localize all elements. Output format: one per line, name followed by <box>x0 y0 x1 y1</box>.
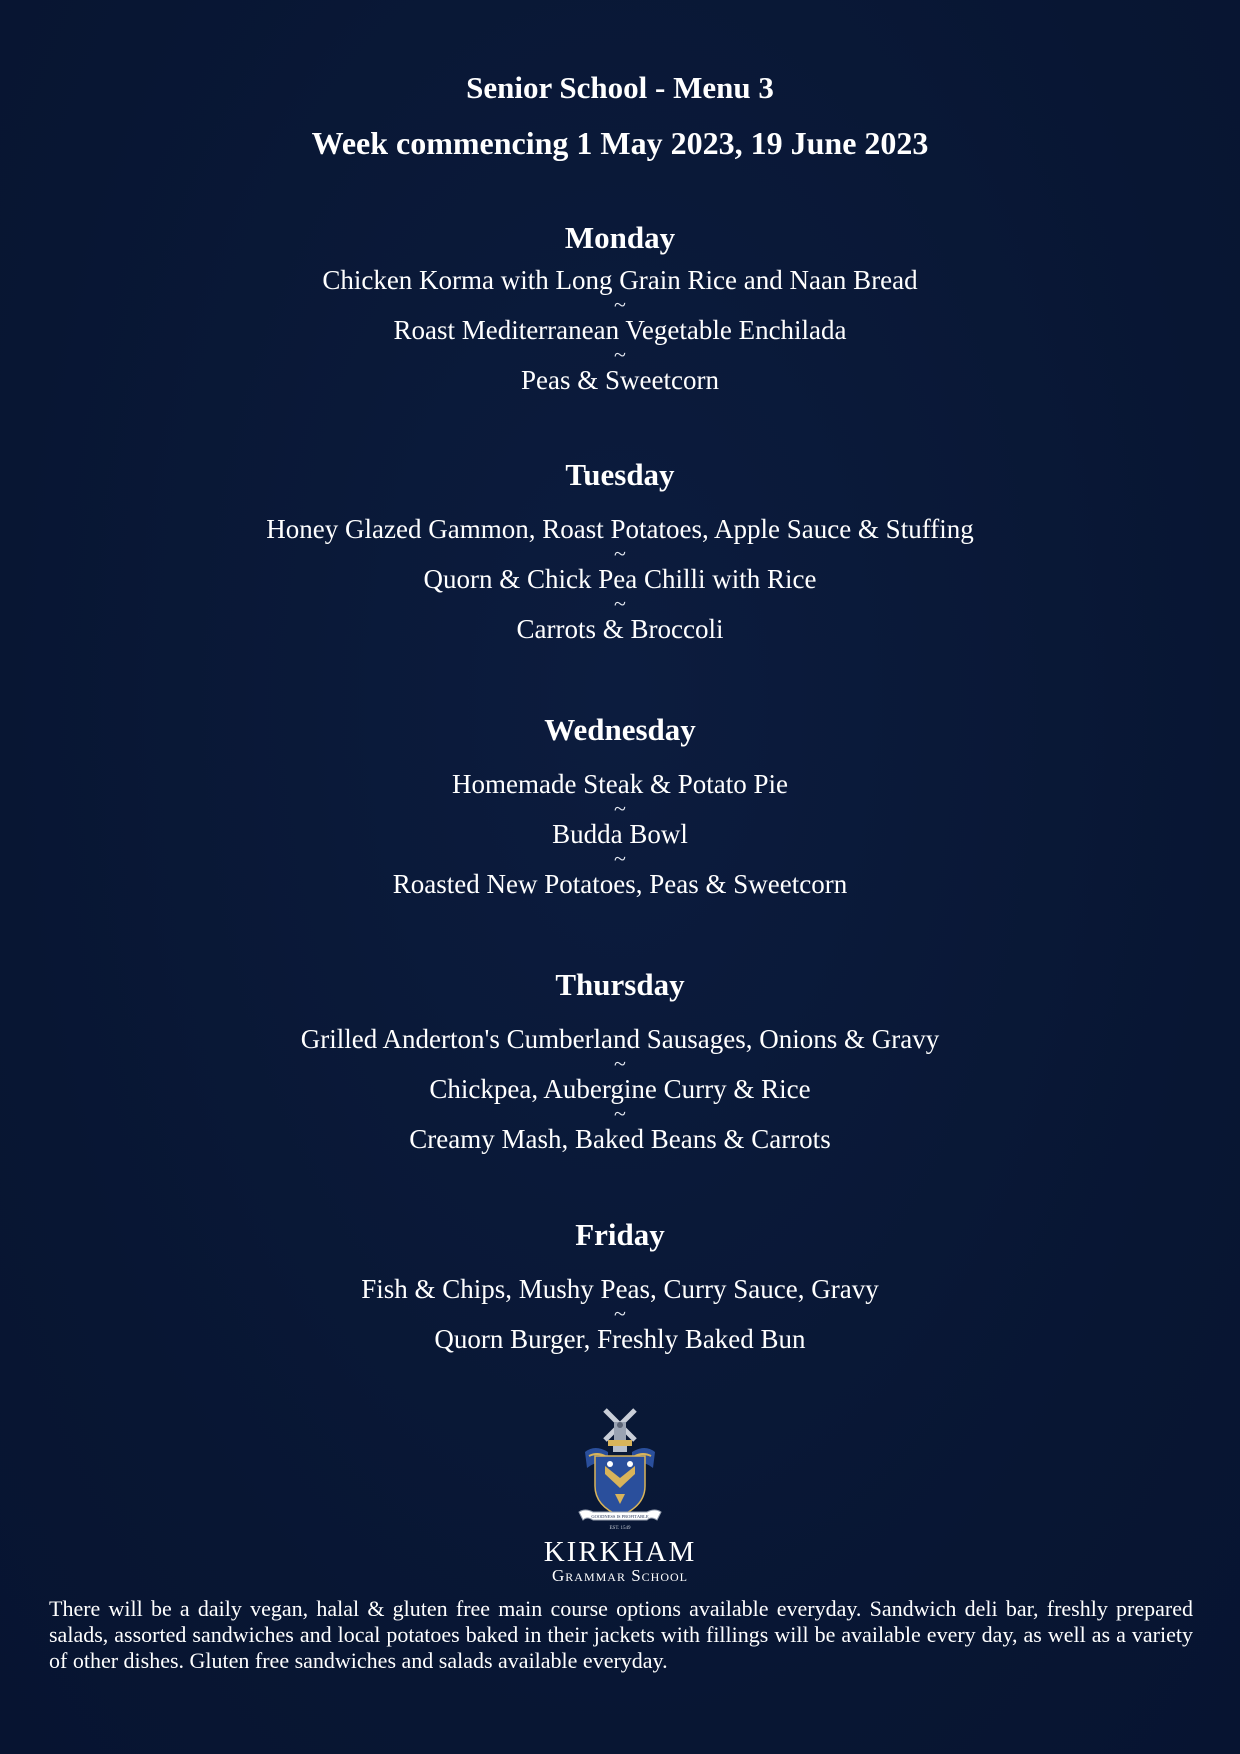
dish-item: Quorn & Chick Pea Chilli with Rice <box>423 564 817 594</box>
dish-separator: ~ <box>614 1301 626 1326</box>
dish-item: Budda Bowl <box>552 819 688 849</box>
dish-item: Roast Mediterranean Vegetable Enchilada <box>393 315 847 345</box>
dish-item: Roasted New Potatoes, Peas & Sweetcorn <box>392 869 848 899</box>
dish-item: Quorn Burger, Freshly Baked Bun <box>434 1324 806 1354</box>
dish-separator: ~ <box>614 292 626 317</box>
day-heading: Thursday <box>555 967 685 1002</box>
dish-item: Carrots & Broccoli <box>516 614 724 644</box>
windmill-icon <box>605 1410 635 1442</box>
day-heading: Monday <box>564 220 676 255</box>
svg-text:EST. 1549: EST. 1549 <box>609 1526 631 1531</box>
dish-item: Homemade Steak & Potato Pie <box>452 769 788 799</box>
dish-item: Grilled Anderton's Cumberland Sausages, Onions & Gravy <box>300 1024 940 1054</box>
day-heading: Tuesday <box>565 457 675 492</box>
dish-item: Chicken Korma with Long Grain Rice and Naan Bread <box>322 265 918 295</box>
svg-text:GOODNESS IS PROFITABLE: GOODNESS IS PROFITABLE <box>591 1514 649 1519</box>
footer-note: There will be a daily vegan, halal & gluten free main course options available everyday. Sandwich deli bar, freshly prepared salads, assorted sandwiches and local potatoes baked in their jackets with fillings will be available every day, as well as a variety of other dishes. Gluten free sandwiches and salads available everyday. <box>49 1596 1193 1673</box>
school-crest-icon <box>575 1408 665 1533</box>
day-heading: Wednesday <box>544 712 696 747</box>
dish-item: Peas & Sweetcorn <box>521 365 719 395</box>
dish-separator: ~ <box>614 1051 626 1076</box>
day-section-wednesday <box>0 710 1240 965</box>
dish-item: Honey Glazed Gammon, Roast Potatoes, Apple Sauce & Stuffing <box>266 514 974 544</box>
school-name: KIRKHAM <box>543 1536 697 1568</box>
dish-separator: ~ <box>614 796 626 821</box>
dish-separator: ~ <box>614 591 626 616</box>
day-heading: Friday <box>575 1217 665 1252</box>
school-subtitle: Grammar School <box>552 1566 688 1585</box>
dish-separator: ~ <box>614 846 626 871</box>
dish-separator: ~ <box>614 541 626 566</box>
day-section-friday <box>0 1215 1240 1375</box>
page-title: Senior School - Menu 3 <box>466 70 774 105</box>
dish-separator: ~ <box>614 342 626 367</box>
day-section-monday <box>0 218 1240 455</box>
dish-item: Creamy Mash, Baked Beans & Carrots <box>409 1124 831 1154</box>
dish-item: Fish & Chips, Mushy Peas, Curry Sauce, Gravy <box>361 1274 879 1304</box>
day-section-thursday <box>0 965 1240 1215</box>
dish-separator: ~ <box>614 1101 626 1126</box>
day-section-tuesday <box>0 455 1240 710</box>
page-subtitle: Week commencing 1 May 2023, 19 June 2023 <box>311 125 929 161</box>
menu-days <box>0 218 1240 1375</box>
dish-item: Chickpea, Aubergine Curry & Rice <box>429 1074 811 1104</box>
